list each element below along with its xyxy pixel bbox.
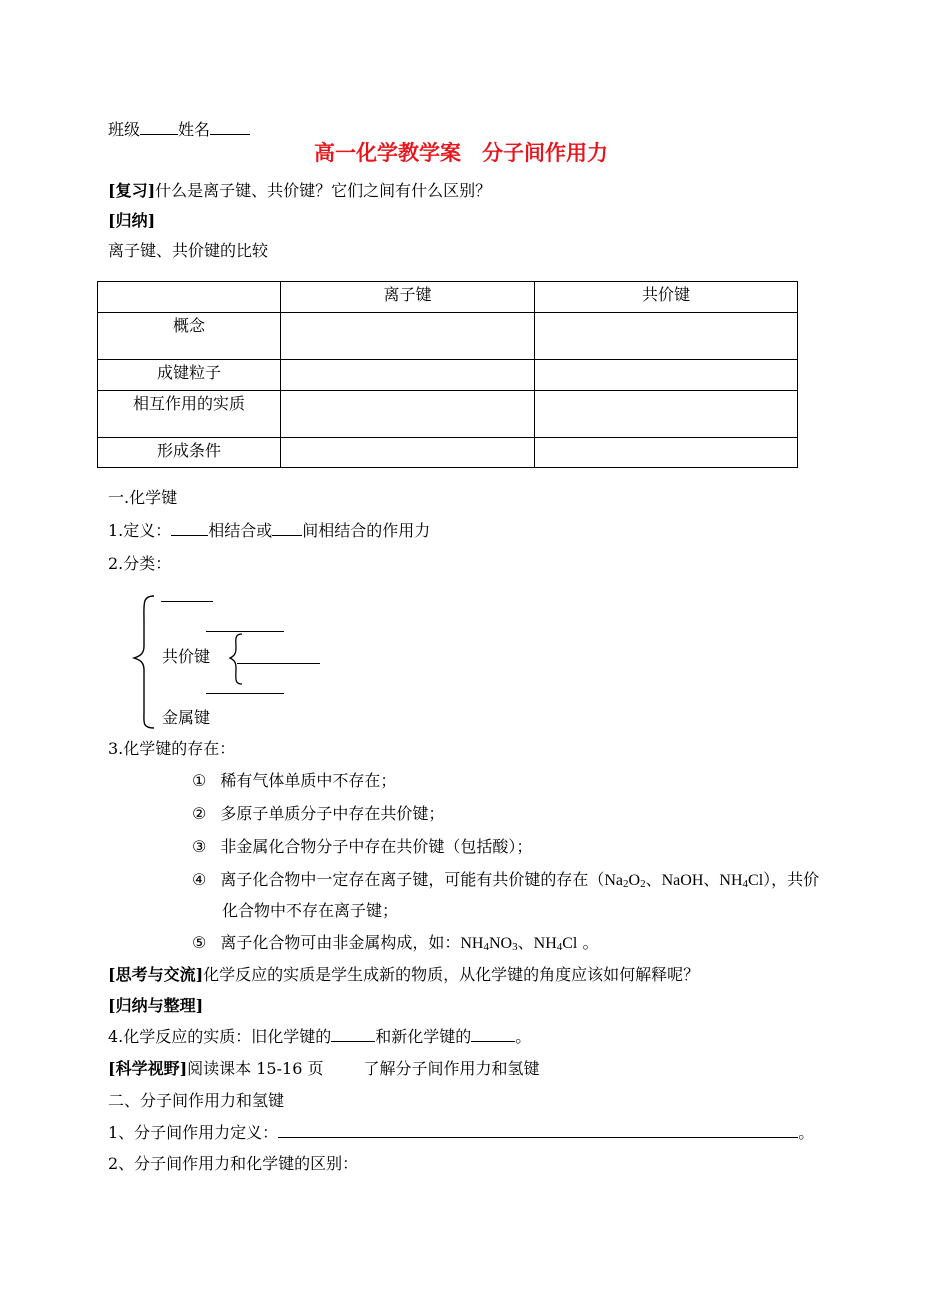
def-blank-1[interactable] xyxy=(171,521,208,536)
metallic-label: 金属键 xyxy=(162,708,211,727)
name-blank[interactable] xyxy=(210,120,250,135)
table-row xyxy=(98,438,798,468)
list-item xyxy=(192,869,819,892)
covalent-sub-blank-3[interactable] xyxy=(206,693,284,694)
reaction-end: 。 xyxy=(515,1027,532,1046)
row-label: 相互作用的实质 xyxy=(98,391,281,438)
section2-def-blank[interactable] xyxy=(278,1123,798,1138)
page-title: 高一化学教学案 分子间作用力 xyxy=(314,141,608,165)
section2-heading: 二、分子间作用力和氢键 xyxy=(108,1091,285,1110)
row-label: 成键粒子 xyxy=(98,360,281,391)
summary-tag: [归纳] xyxy=(108,211,156,230)
reaction-prefix: 4.化学反应的实质：旧化学键的 xyxy=(108,1027,332,1046)
comparison-table xyxy=(97,281,798,468)
section2-def-label: 1、分子间作用力定义： xyxy=(108,1123,279,1142)
row-label: 形成条件 xyxy=(98,438,281,468)
table-cell[interactable] xyxy=(535,438,798,468)
list-item xyxy=(192,932,598,955)
section1-heading: 一.化学键 xyxy=(108,488,178,507)
item-text: 稀有气体单质中不存在； xyxy=(220,771,397,790)
item-number: ① xyxy=(192,771,207,790)
classify-label: 2.分类： xyxy=(108,554,172,573)
section2-definition-line xyxy=(108,1122,814,1144)
item-text: 离子化合物可由非金属构成，如： xyxy=(220,933,461,952)
item-end: 。 xyxy=(577,933,599,952)
item-number: ② xyxy=(192,804,207,823)
organize-tag: [归纳与整理] xyxy=(108,996,204,1015)
section2-difference: 2、分子间作用力和化学键的区别： xyxy=(108,1154,359,1173)
reaction-line xyxy=(108,1026,531,1048)
class-blank[interactable] xyxy=(140,120,178,135)
item-text: 多原子单质分子中存在共价键； xyxy=(220,804,445,823)
def-blank-2[interactable] xyxy=(272,521,302,536)
list-item xyxy=(192,770,396,792)
item-text: 离子化合物中一定存在离子键，可能有共价键的存在（ xyxy=(220,870,605,889)
review-text: 什么是离子键、共价键？它们之间有什么区别？ xyxy=(155,181,492,200)
vision-line xyxy=(108,1058,539,1080)
chem-formula: $NH_4NO_3$、$NH_4Cl$ xyxy=(460,935,578,953)
class-label: 班级 xyxy=(108,120,141,139)
chem-formula: $Na_2O_2$、NaOH、$NH_4Cl$ xyxy=(604,872,764,890)
name-label: 姓名 xyxy=(178,120,211,139)
vision-text: 阅读课本 15-16 页 xyxy=(187,1059,324,1078)
def-mid: 相结合或 xyxy=(208,521,273,540)
item-number: ③ xyxy=(192,837,207,856)
outer-brace xyxy=(134,596,154,728)
item-text: ），共价 xyxy=(763,870,820,889)
table-cell[interactable] xyxy=(281,391,535,438)
vision-text-2: 了解分子间作用力和氢键 xyxy=(363,1059,540,1078)
list-item xyxy=(192,803,444,825)
vision-tag: [科学视野] xyxy=(108,1059,188,1078)
table-cell[interactable] xyxy=(535,391,798,438)
def-suffix: 间相结合的作用力 xyxy=(302,521,431,540)
review-tag: [复习] xyxy=(108,181,156,200)
item-number: ④ xyxy=(192,870,207,889)
review-line xyxy=(108,180,491,202)
table-row xyxy=(98,360,798,391)
definition-line xyxy=(108,520,430,542)
covalent-label: 共价键 xyxy=(162,647,211,666)
row-label: 概念 xyxy=(98,313,281,360)
table-header-row xyxy=(98,282,798,313)
table-header-cell: 离子键 xyxy=(281,282,535,313)
table-cell[interactable] xyxy=(281,438,535,468)
covalent-sub-blank-2[interactable] xyxy=(237,663,320,664)
reaction-blank-1[interactable] xyxy=(331,1027,375,1042)
classification-brace-diagram xyxy=(130,592,330,732)
list-item-continuation: 化合物中不存在离子键； xyxy=(222,901,399,920)
table-cell[interactable] xyxy=(281,313,535,360)
table-row xyxy=(98,313,798,360)
think-line xyxy=(108,964,699,986)
section2-def-end: 。 xyxy=(798,1123,815,1142)
reaction-blank-2[interactable] xyxy=(471,1027,515,1042)
table-header-cell: 共价键 xyxy=(535,282,798,313)
table-header-cell xyxy=(98,282,281,313)
def-prefix: 1.定义： xyxy=(108,521,172,540)
covalent-sub-blank-1[interactable] xyxy=(206,631,284,632)
table-cell[interactable] xyxy=(535,313,798,360)
item-text: 非金属化合物分子中存在共价键（包括酸）； xyxy=(220,837,533,856)
existence-heading: 3.化学键的存在： xyxy=(108,739,236,758)
list-item xyxy=(192,836,532,858)
inner-brace xyxy=(230,634,242,684)
table-cell[interactable] xyxy=(535,360,798,391)
table-row xyxy=(98,391,798,438)
ionic-blank-line[interactable] xyxy=(161,601,213,602)
think-text: 化学反应的实质是学生成新的物质，从化学键的角度应该如何解释呢？ xyxy=(203,965,700,984)
think-tag: [思考与交流] xyxy=(108,965,204,984)
reaction-mid: 和新化学键的 xyxy=(375,1027,472,1046)
class-name-line xyxy=(108,119,250,141)
compare-caption: 离子键、共价键的比较 xyxy=(108,241,269,260)
item-number: ⑤ xyxy=(192,933,207,952)
table-cell[interactable] xyxy=(281,360,535,391)
